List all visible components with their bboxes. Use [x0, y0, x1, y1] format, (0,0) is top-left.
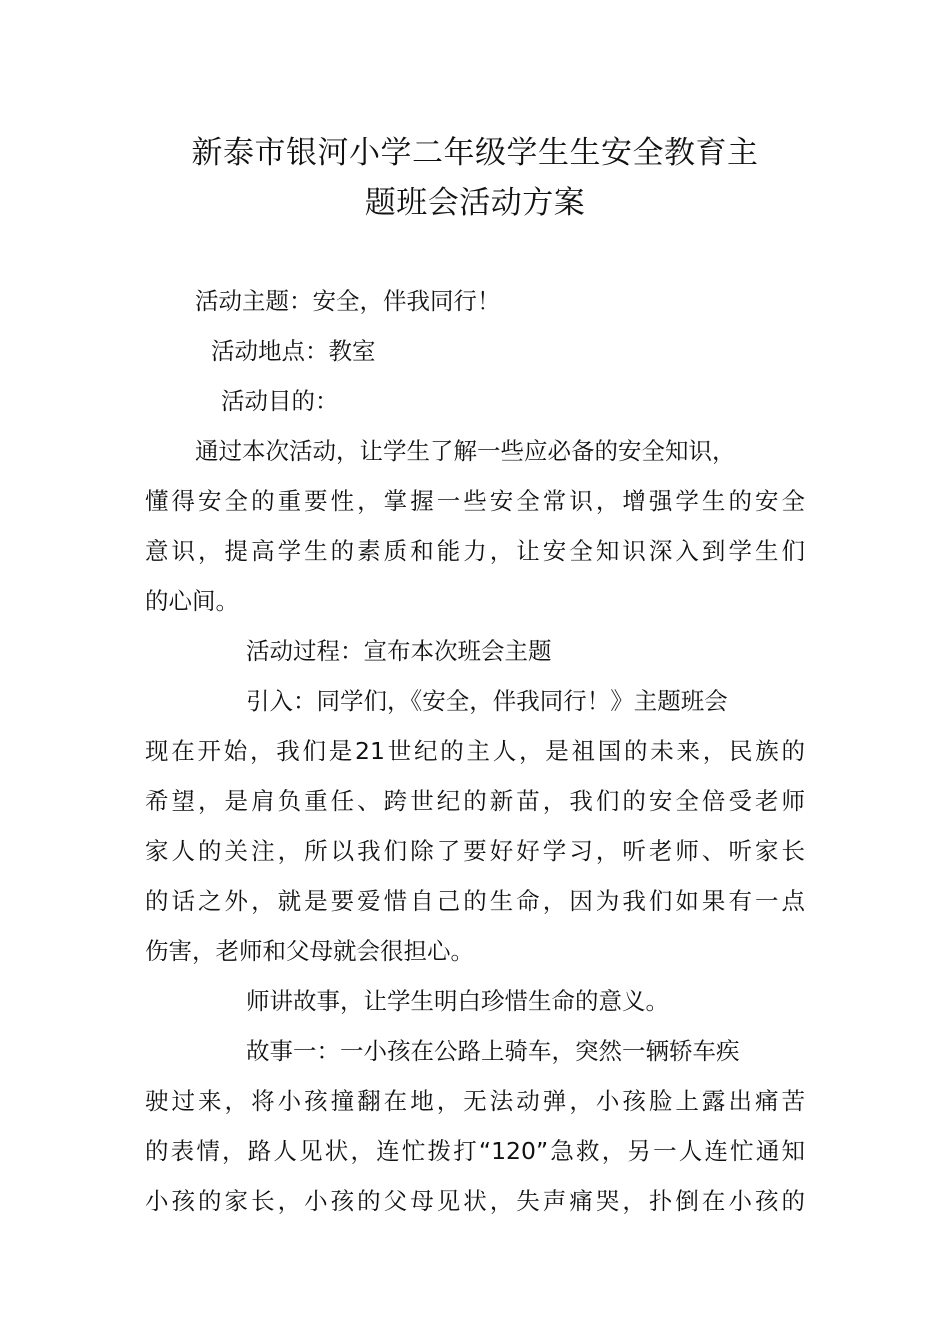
story-line: 驶过来，将小孩撞翻在地，无法动弹，小孩脸上露出痛苦 [145, 1087, 805, 1115]
intro-line: 的话之外，就是要爱惜自己的生命，因为我们如果有一点 [145, 887, 805, 915]
activity-location: 活动地点：教室 [211, 337, 376, 365]
activity-theme: 活动主题：安全，伴我同行！ [195, 287, 501, 315]
purpose-line: 通过本次活动，让学生了解一些应必备的安全知识， [195, 437, 736, 465]
story-line: 的表情，路人见状，连忙拨打“120”急救，另一人连忙通知 [145, 1137, 805, 1165]
story-line: 小孩的家长，小孩的父母见状，失声痛哭，扑倒在小孩的 [145, 1187, 805, 1215]
activity-process: 活动过程：宣布本次班会主题 [246, 637, 552, 665]
intro-line: 家人的关注，所以我们除了要好好学习，听老师、听家长 [145, 837, 805, 865]
title-line-1: 新泰市银河小学二年级学生生安全教育主 [191, 135, 759, 171]
intro-line: 伤害，老师和父母就会很担心。 [145, 937, 474, 965]
document-title [145, 128, 805, 228]
purpose-line: 意识，提高学生的素质和能力，让安全知识深入到学生们 [145, 537, 805, 565]
title-line-2: 题班会活动方案 [364, 185, 586, 221]
intro-line: 希望，是肩负重任、跨世纪的新苗，我们的安全倍受老师 [145, 787, 805, 815]
intro-line: 现在开始，我们是21世纪的主人，是祖国的未来，民族的 [145, 737, 805, 765]
purpose-line: 的心间。 [145, 587, 239, 615]
story-line: 故事一：一小孩在公路上骑车，突然一辆轿车疾 [246, 1037, 740, 1065]
activity-purpose-label: 活动目的： [221, 387, 339, 415]
intro-line: 引入：同学们，《安全，伴我同行！》主题班会 [246, 687, 728, 715]
story-intro: 师讲故事，让学生明白珍惜生命的意义。 [246, 987, 669, 1015]
purpose-line: 懂得安全的重要性，掌握一些安全常识，增强学生的安全 [145, 487, 805, 515]
